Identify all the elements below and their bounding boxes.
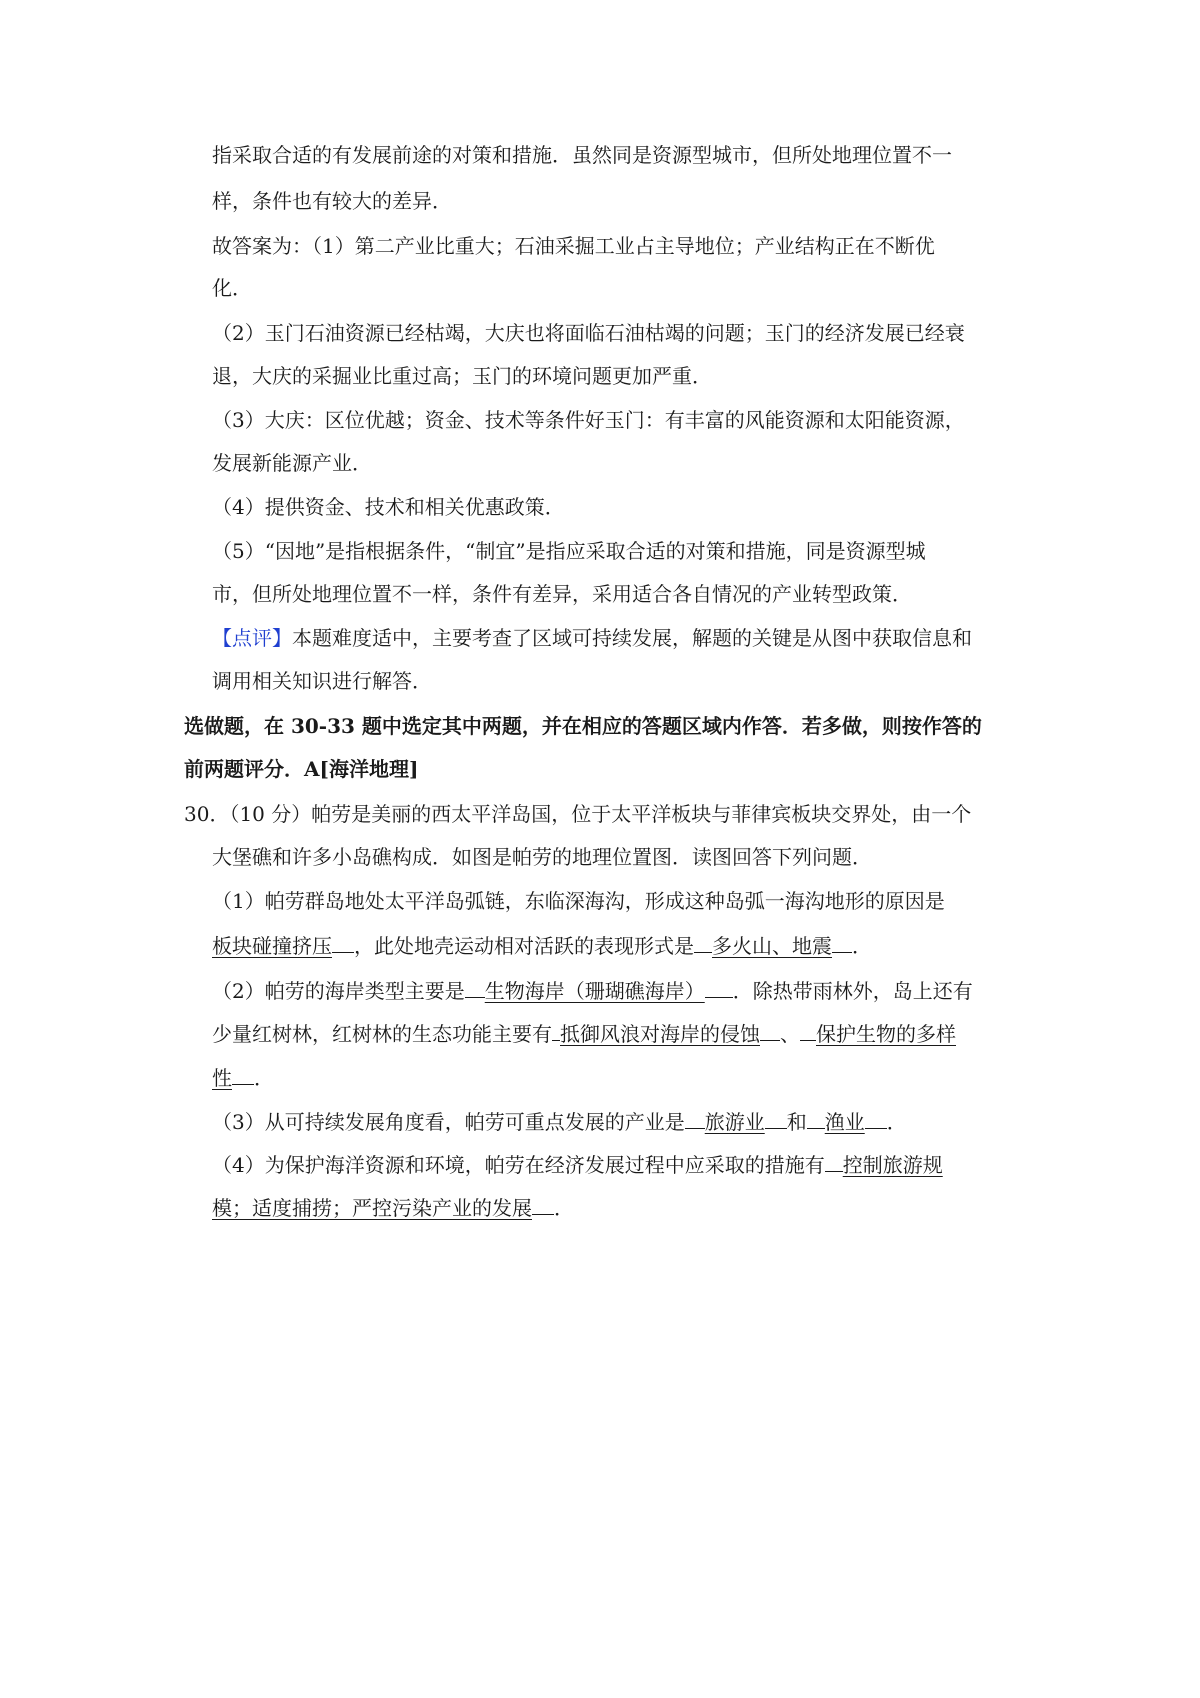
question-stem: 30．（10 分）帕劳是美丽的西太平洋岛国，位于太平洋板块与菲律宾板块交界处，由一个 <box>184 802 972 826</box>
answer-blank: 多火山、地震 <box>712 934 832 958</box>
answer-blank: 板块碰撞挤压 <box>212 934 332 958</box>
answer-blank: 模；适度捕捞；严控污染产业的发展 <box>212 1196 532 1220</box>
answer-blank: 渔业 <box>824 1110 865 1134</box>
comment-tag: 【点评】 <box>212 626 292 650</box>
answer-item-5-line: 市，但所处地理位置不一样，条件有差异，采用适合各自情况的产业转型政策． <box>212 582 912 606</box>
answer-item-3-line: （3）大庆：区位优越；资金、技术等条件好玉门：有丰富的风能资源和太阳能资源， <box>212 408 965 432</box>
section-heading: 前两题评分．A[海洋地理] <box>184 757 419 781</box>
blank-underline <box>685 1106 705 1129</box>
blank-underline <box>807 1106 825 1129</box>
answer-summary-line: 化． <box>212 276 252 300</box>
comment-text: 本题难度适中，主要考查了区域可持续发展，解题的关键是从图中获取信息和 <box>292 626 972 650</box>
sub-question-4 <box>212 1192 574 1222</box>
answer-summary-line: 故答案为：（1）第二产业比重大；石油采掘工业占主导地位；产业结构正在不断优 <box>212 234 935 258</box>
sub-question-2 <box>212 1062 274 1092</box>
question-text: ． <box>254 1066 274 1090</box>
blank-underline <box>532 1192 554 1215</box>
sub-question-2 <box>212 1018 956 1048</box>
question-text: ．除热带雨林外，岛上还有 <box>732 979 973 1003</box>
question-text: 和 <box>786 1110 807 1134</box>
blank-underline <box>800 1018 816 1041</box>
answer-item-4-line: （4）提供资金、技术和相关优惠政策． <box>212 495 565 519</box>
answer-blank: 抵御风浪对海岸的侵蚀 <box>560 1022 760 1046</box>
section-heading: 选做题，在 30-33 题中选定其中两题，并在相应的答题区域内作答．若多做，则按作答的 <box>184 714 982 738</box>
answer-blank: 性 <box>212 1066 232 1090</box>
answer-blank: 保护生物的多样 <box>816 1022 956 1046</box>
question-text: ． <box>852 934 872 958</box>
blank-underline <box>232 1062 254 1085</box>
answer-item-2-line: （2）玉门石油资源已经枯竭，大庆也将面临石油枯竭的问题；玉门的经济发展已经衰 <box>212 321 965 345</box>
answer-blank: 生物海岸（珊瑚礁海岸） <box>484 979 705 1003</box>
answer-blank: 旅游业 <box>704 1110 765 1134</box>
blank-underline <box>825 1149 843 1172</box>
question-text: 、 <box>780 1022 800 1046</box>
comment-line: 调用相关知识进行解答． <box>212 669 432 693</box>
blank-underline <box>760 1018 780 1041</box>
blank-underline <box>552 1018 560 1041</box>
question-text: （4）为保护海洋资源和环境，帕劳在经济发展过程中应采取的措施有 <box>212 1153 825 1177</box>
blank-underline <box>705 975 733 998</box>
sub-question-4 <box>212 1149 943 1179</box>
question-text: （3）从可持续发展角度看，帕劳可重点发展的产业是 <box>212 1110 685 1134</box>
blank-underline <box>332 930 354 953</box>
answer-paragraph-line: 指采取合适的有发展前途的对策和措施．虽然同是资源型城市，但所处地理位置不一 <box>212 143 952 167</box>
answer-item-3-line: 发展新能源产业． <box>212 451 372 475</box>
answer-item-5-line: （5）“因地”是指根据条件，“制宜”是指应采取合适的对策和措施，同是资源型城 <box>212 539 926 563</box>
sub-question-3 <box>212 1106 907 1136</box>
blank-underline <box>465 975 485 998</box>
question-text: ． <box>886 1110 907 1134</box>
blank-underline <box>832 930 852 953</box>
question-stem: 大堡礁和许多小岛礁构成．如图是帕劳的地理位置图．读图回答下列问题． <box>212 845 872 869</box>
blank-underline <box>765 1106 787 1129</box>
blank-underline <box>865 1106 887 1129</box>
question-text: （2）帕劳的海岸类型主要是 <box>212 979 465 1003</box>
answer-paragraph-line: 样，条件也有较大的差异． <box>212 189 452 213</box>
sub-question-2 <box>212 975 973 1005</box>
sub-question-1-answers <box>212 930 872 960</box>
question-text: 少量红树林，红树林的生态功能主要有 <box>212 1022 552 1046</box>
sub-question-1: （1）帕劳群岛地处太平洋岛弧链，东临深海沟，形成这种岛弧一海沟地形的原因是 <box>212 889 945 913</box>
comment-line <box>212 624 972 652</box>
answer-item-2-line: 退，大庆的采掘业比重过高；玉门的环境问题更加严重． <box>212 364 712 388</box>
answer-blank: 控制旅游规 <box>842 1153 943 1177</box>
question-text: ，此处地壳运动相对活跃的表现形式是 <box>354 934 694 958</box>
blank-underline <box>694 930 712 953</box>
question-text: ． <box>554 1196 574 1220</box>
